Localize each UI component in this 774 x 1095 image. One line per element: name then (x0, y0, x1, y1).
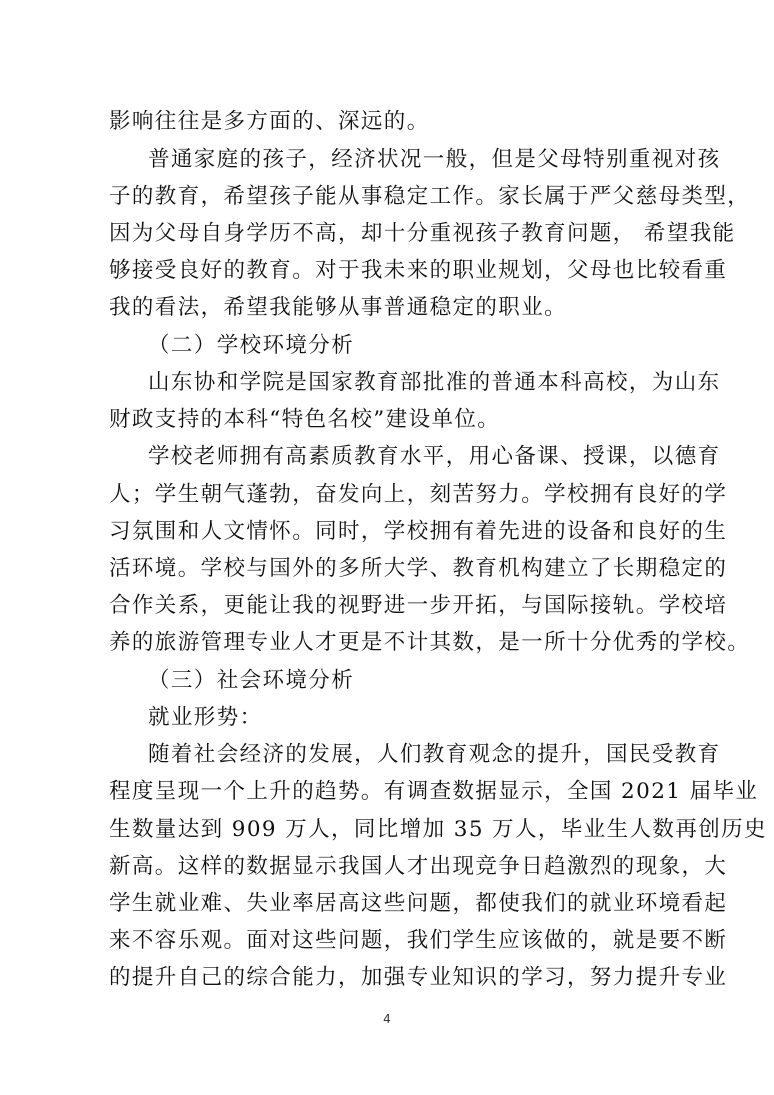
paragraph-line: 生数量达到 909 万人，同比增加 35 万人，毕业生人数再创历史 (109, 817, 767, 842)
paragraph-line: 我的看法，希望我能够从事普通稳定的职业。 (109, 295, 568, 320)
paragraph-line: 合作关系，更能让我的视野进一步开拓，与国际接轨。学校培 (109, 593, 728, 618)
paragraph-line: 随着社会经济的发展，人们教育观念的提升，国民受教育 (148, 742, 721, 767)
paragraph-line: 习氛围和人文情怀。同时，学校拥有着先进的设备和良好的生 (109, 519, 728, 544)
paragraph-line: 子的教育，希望孩子能从事稳定工作。家长属于严父慈母类型， (109, 184, 751, 209)
paragraph-line: 程度呈现一个上升的趋势。有调查数据显示，全国 2021 届毕业 (109, 779, 759, 804)
section-heading: （三）社会环境分析 (148, 668, 355, 693)
paragraph-line: 影响往往是多方面的、深远的。 (109, 109, 430, 134)
paragraph-line: 学校老师拥有高素质教育水平，用心备课、授课，以德育 (148, 444, 721, 469)
paragraph-line: 普通家庭的孩子，经济状况一般，但是父母特别重视对孩 (148, 147, 721, 172)
paragraph-line: 人；学生朝气蓬勃，奋发向上，刻苦努力。学校拥有良好的学 (109, 482, 728, 507)
paragraph-line: 学生就业难、失业率居高这些问题，都使我们的就业环境看起 (109, 891, 728, 916)
paragraph-line: 活环境。学校与国外的多所大学、教育机构建立了长期稳定的 (109, 556, 728, 581)
paragraph-line: 就业形势： (148, 705, 263, 730)
paragraph-line: 因为父母自身学历不高，却十分重视孩子教育问题， 希望我能 (109, 221, 736, 246)
section-heading: （二）学校环境分析 (148, 333, 355, 358)
paragraph-line: 的提升自己的综合能力，加强专业知识的学习，努力提升专业 (109, 965, 728, 990)
page-number: 4 (383, 1012, 391, 1026)
paragraph-line: 来不容乐观。面对这些问题，我们学生应该做的，就是要不断 (109, 928, 728, 953)
paragraph-line: 新高。这样的数据显示我国人才出现竞争日趋激烈的现象，大 (109, 854, 728, 879)
paragraph-line: 养的旅游管理专业人才更是不计其数，是一所十分优秀的学校。 (109, 630, 751, 655)
paragraph-line: 够接受良好的教育。对于我未来的职业规划，父母也比较看重 (109, 258, 728, 283)
paragraph-line: 山东协和学院是国家教育部批准的普通本科高校，为山东 (148, 370, 721, 395)
paragraph-line: 财政支持的本科“特色名校”建设单位。 (109, 407, 501, 432)
